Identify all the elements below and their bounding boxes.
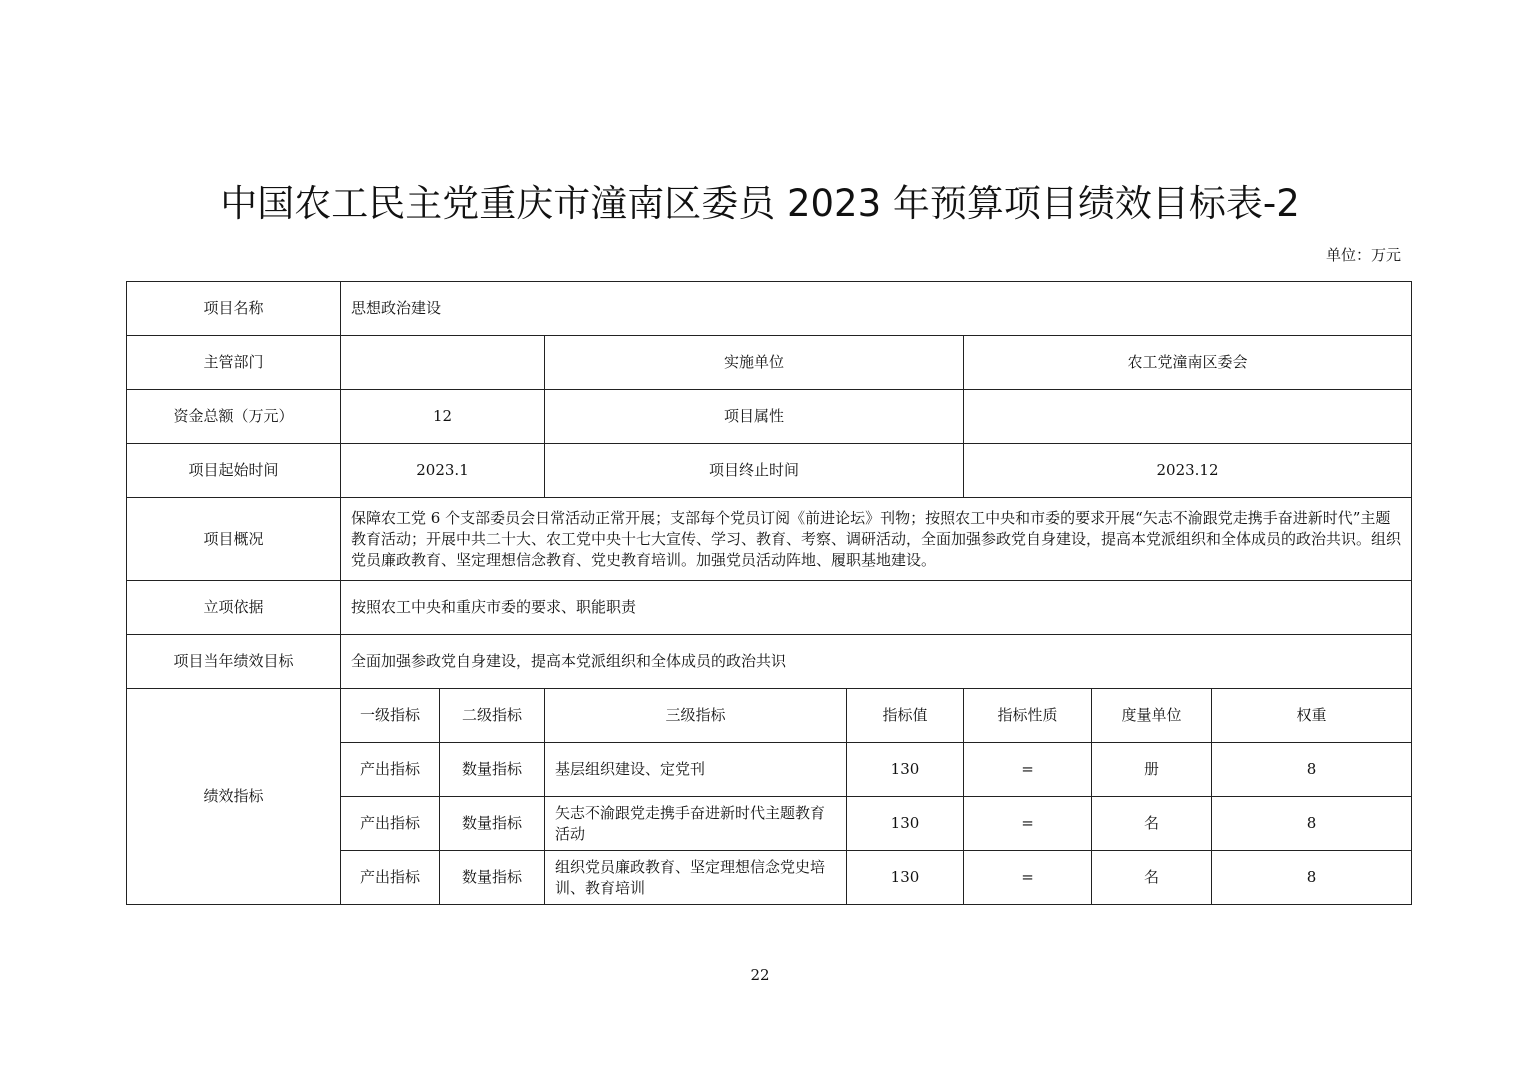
fund-value: 12 — [341, 390, 545, 444]
weight-cell: 8 — [1212, 797, 1412, 851]
page-number: 22 — [750, 966, 770, 984]
row-basis — [127, 581, 1412, 635]
weight-cell: 8 — [1212, 851, 1412, 905]
unit-cell: 册 — [1092, 743, 1212, 797]
value-cell: 130 — [847, 851, 964, 905]
row-period — [127, 444, 1412, 498]
level2-cell: 数量指标 — [440, 797, 545, 851]
level3-cell: 矢志不渝跟党走携手奋进新时代主题教育活动 — [545, 797, 847, 851]
level1-cell: 产出指标 — [341, 743, 440, 797]
start-value: 2023.1 — [341, 444, 545, 498]
performance-target-table — [126, 281, 1412, 905]
start-label: 项目起始时间 — [127, 444, 341, 498]
header-cell: 二级指标 — [440, 689, 545, 743]
row-department — [127, 336, 1412, 390]
overview-label: 项目概况 — [127, 498, 341, 581]
indicators-label: 绩效指标 — [127, 689, 341, 905]
level1-cell: 产出指标 — [341, 797, 440, 851]
header-cell: 权重 — [1212, 689, 1412, 743]
row-fund — [127, 390, 1412, 444]
dept-value — [341, 336, 545, 390]
nature-cell: = — [964, 743, 1092, 797]
end-value: 2023.12 — [964, 444, 1412, 498]
end-label: 项目终止时间 — [545, 444, 964, 498]
row-goal — [127, 635, 1412, 689]
nature-cell: = — [964, 851, 1092, 905]
fund-label: 资金总额（万元） — [127, 390, 341, 444]
level2-cell: 数量指标 — [440, 851, 545, 905]
basis-value: 按照农工中央和重庆市委的要求、职能职责 — [341, 581, 1412, 635]
impl-label: 实施单位 — [545, 336, 964, 390]
overview-value: 保障农工党 6 个支部委员会日常活动正常开展；支部每个党员订阅《前进论坛》刊物；按照农工中央和市委的要求开展“矢志不渝跟党走携手奋进新时代”主题教育活动；开展中共二十大、农工党中央十七大宣传、学习、教育、考察、调研活动，全面加强参政党自身建设，提高本党派组织和全体成员的政治共识。组织党员廉政教育、坚定理想信念教育、党史教育培训。加强党员活动阵地、履职基地建设。 — [341, 498, 1412, 581]
header-cell: 指标值 — [847, 689, 964, 743]
unit-cell: 名 — [1092, 851, 1212, 905]
row-project-name — [127, 282, 1412, 336]
basis-label: 立项依据 — [127, 581, 341, 635]
level1-cell: 产出指标 — [341, 851, 440, 905]
goal-value: 全面加强参政党自身建设，提高本党派组织和全体成员的政治共识 — [341, 635, 1412, 689]
unit-label: 单位：万元 — [1325, 246, 1401, 264]
value-cell: 130 — [847, 797, 964, 851]
weight-cell: 8 — [1212, 743, 1412, 797]
level3-cell: 组织党员廉政教育、坚定理想信念党史培训、教育培训 — [545, 851, 847, 905]
attr-value — [964, 390, 1412, 444]
nature-cell: = — [964, 797, 1092, 851]
project-name-value: 思想政治建设 — [341, 282, 1412, 336]
attr-label: 项目属性 — [545, 390, 964, 444]
header-cell: 指标性质 — [964, 689, 1092, 743]
row-overview — [127, 498, 1412, 581]
value-cell: 130 — [847, 743, 964, 797]
indicator-header-row — [127, 689, 1412, 743]
level3-cell: 基层组织建设、定党刊 — [545, 743, 847, 797]
level2-cell: 数量指标 — [440, 743, 545, 797]
header-cell: 三级指标 — [545, 689, 847, 743]
unit-cell: 名 — [1092, 797, 1212, 851]
goal-label: 项目当年绩效目标 — [127, 635, 341, 689]
page-title: 中国农工民主党重庆市潼南区委员 2023 年预算项目绩效目标表-2 — [220, 182, 1300, 225]
dept-label: 主管部门 — [127, 336, 341, 390]
impl-value: 农工党潼南区委会 — [964, 336, 1412, 390]
project-name-label: 项目名称 — [127, 282, 341, 336]
header-cell: 度量单位 — [1092, 689, 1212, 743]
header-cell: 一级指标 — [341, 689, 440, 743]
